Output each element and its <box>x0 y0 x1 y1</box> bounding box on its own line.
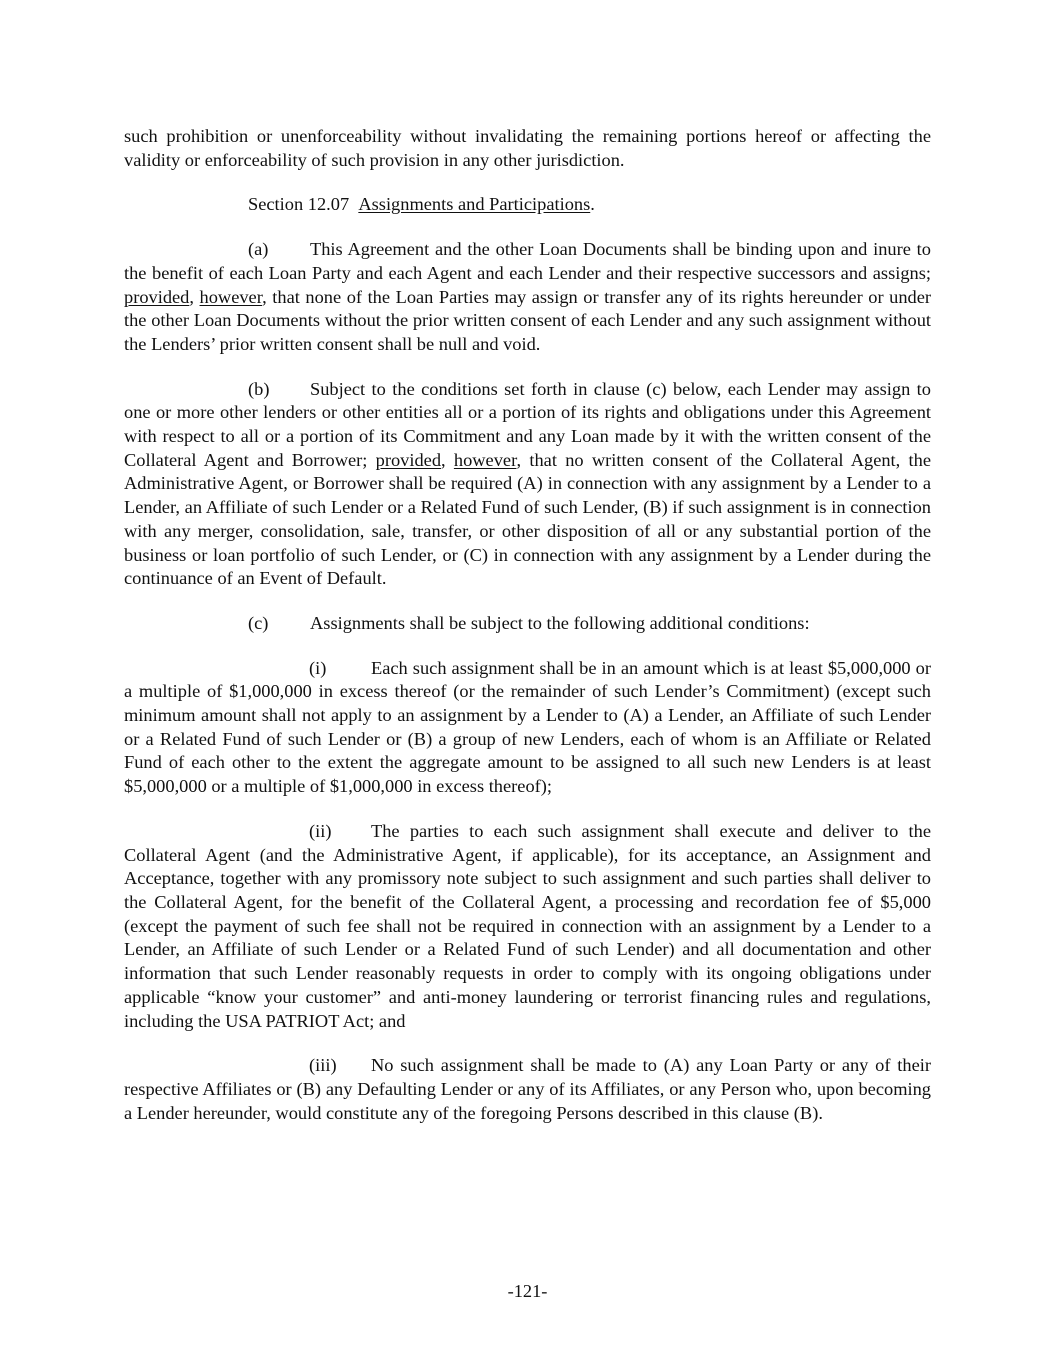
clause-c-i-text: Each such assignment shall be in an amount which is at least $5,000,000 or a multiple of $1,000,000 in excess thereof (or the remainder of such Lender’s Commitment) (except such minimum amount shall not apply to an assignment by a Lender to (A) a Lender, an Affiliate of such Lender or a Related Fund of such Lender or (B) a group of new Lenders, each of whom is an Affiliate or Related Fund of each other to the extent the aggregate amount to be assigned to all such new Lenders is at least $5,000,000 or a multiple of $1,000,000 in excess thereof); <box>124 657 931 797</box>
clause-c-ii-label: (ii) <box>309 820 332 841</box>
clause-c-text: Assignments shall be subject to the following additional conditions: <box>310 612 810 633</box>
clause-b-however: however <box>453 449 517 470</box>
clause-c-iii-label: (iii) <box>309 1055 337 1076</box>
clause-a-sep: , <box>189 286 200 307</box>
page-number: -121- <box>507 1281 548 1301</box>
clause-b-label: (b) <box>248 378 270 399</box>
clause-a-however: however <box>199 286 263 307</box>
clause-c-iii-text: No such assignment shall be made to (A) any Loan Party or any of their respective Affiliates or (B) any Defaulting Lender or any of its Affiliates, or any Person who, upon becoming a Lender hereunder, would constitute any of the foregoing Persons described in this clause (B). <box>124 1055 931 1123</box>
clause-a <box>124 238 931 357</box>
clause-a-text-1: This Agreement and the other Loan Documents shall be binding upon and inure to the benefit of each Loan Party and each Agent and each Lender and their respective successors and assigns; <box>124 239 931 283</box>
section-title-period: . <box>590 194 595 215</box>
clause-c-label: (c) <box>248 612 269 633</box>
clause-c-iii <box>124 1054 931 1125</box>
clause-c-i-label: (i) <box>309 657 327 678</box>
clause-a-label: (a) <box>248 239 269 260</box>
document-page <box>124 125 931 1125</box>
clause-c <box>124 612 931 636</box>
continuation-paragraph: such prohibition or unenforceability without invalidating the remaining portions hereof or affecting the validity or enforceability of such provision in any other jurisdiction. <box>124 126 931 170</box>
clause-b-text-1: Subject to the conditions set forth in clause (c) below, each Lender may assign to one or more other lenders or other entities all or a portion of its rights and obligations under this Agreement with respect to all or a portion of its Commitment and any Loan made by it with the written consent of the Collateral Agent and Borrower; <box>124 378 931 470</box>
clause-c-ii-text: The parties to each such assignment shall execute and deliver to the Collateral Agent (and the Administrative Agent, if applicable), for its acceptance, an Assignment and Acceptance, together with any promissory note subject to such assignment and such parties shall deliver to the Collateral Agent, for the benefit of the Collateral Agent, a processing and recordation fee of $5,000 (except the payment of such fee shall not be required in connection with an assignment by a Lender to a Lender, an Affiliate of such Lender or a Related Fund of such Lender) and all documentation and other information that such Lender reasonably requests in order to comply with its ongoing obligations under applicable “know your customer” and anti-money laundering or terrorist financing rules and regulations, including the USA PATRIOT Act; and <box>124 820 931 1031</box>
clause-b <box>124 378 931 591</box>
clause-a-provided: provided <box>124 286 190 307</box>
clause-c-i <box>124 657 931 799</box>
clause-a-text-2: , that none of the Loan Parties may assign or transfer any of its rights hereunder or under the other Loan Documents without the prior written consent of each Lender and any such assignment without the Lenders’ prior written consent shall be null and void. <box>124 286 931 354</box>
section-number: Section 12.07 <box>248 194 350 215</box>
clause-b-provided: provided <box>375 449 442 470</box>
clause-b-sep: , <box>441 449 454 470</box>
clause-c-ii <box>124 820 931 1033</box>
clause-b-text-2: , that no written consent of the Collateral Agent, the Administrative Agent, or Borrower shall be required (A) in connection with any assignment by a Lender to a Lender, an Affiliate of such Lender or a Related Fund of such Lender, (B) if such assignment is in connection with any merger, consolidation, sale, transfer, or other disposition of all or any substantial portion of the business or loan portfolio of such Lender, or (C) in connection with any assignment by a Lender during the continuance of an Event of Default. <box>124 449 931 589</box>
section-heading <box>124 193 931 217</box>
section-title: Assignments and Participations <box>358 194 591 215</box>
